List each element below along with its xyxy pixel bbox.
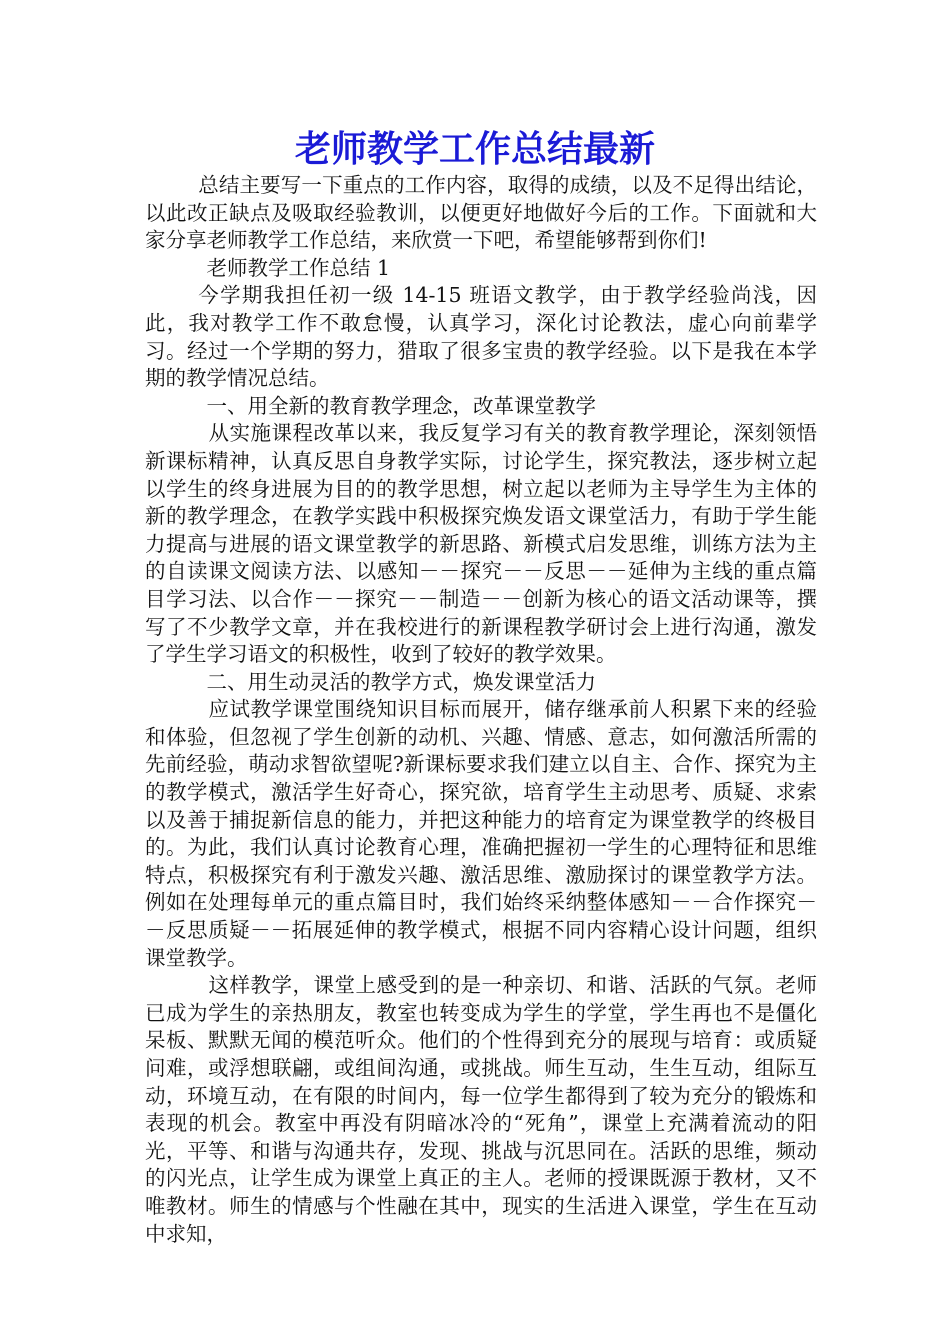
paragraph-2: 从实施课程改革以来，我反复学习有关的教育教学理论，深刻领悟新课标精神，认真反思自身教学实际，讨论学生，探究教法，逐步树立起以学生的终身进展为目的的教学思想，树立起以老师为主导学生为主体的新的教学理念，在教学实践中积极探究焕发语文课堂活力，有助于学生能力提高与进展的语文课堂教学的新思路、新模式启发思维，训练方法为主的自读课文阅读方法、以感知－－探究－－反思－－延伸为主线的重点篇目学习法、以合作－－探究－－制造－－创新为核心的语文活动课等，撰写了不少教学文章，并在我校进行的新课程教学研讨会上进行沟通，激发了学生学习语文的积极性，收到了较好的教学效果。 (145, 421, 817, 667)
document-title: 老师教学工作总结最新 (294, 129, 655, 170)
paragraph-1: 今学期我担任初一级 14-15 班语文教学，由于教学经验尚浅，因此，我对教学工作不敢怠慢，认真学习，深化讨论教法，虚心向前辈学习。经过一个学期的努力，猎取了很多宝贵的教学经验。以下是我在本学期的教学情况总结。 (145, 283, 817, 391)
paragraph-4: 这样教学，课堂上感受到的是一种亲切、和谐、活跃的气氛。老师已成为学生的亲热朋友，教室也转变成为学生的学堂，学生再也不是僵化呆板、默默无闻的模范听众。他们的个性得到充分的展现与培育：或质疑问难，或浮想联翩，或组间沟通，或挑战。师生互动，生生互动，组际互动，环境互动，在有限的时间内，每一位学生都得到了较为充分的锻炼和表现的机会。教室中再没有阴暗冰冷的“死角”，课堂上充满着流动的阳光，平等、和谐与沟通共存，发现、挑战与沉思同在。活跃的思维，频动的闪光点，让学生成为课堂上真正的主人。老师的授课既源于教材，又不唯教材。师生的情感与个性融在其中，现实的生活进入课堂，学生在互动中求知， (145, 973, 817, 1246)
section-title: 老师教学工作总结 1 (206, 255, 391, 280)
intro-paragraph: 总结主要写一下重点的工作内容，取得的成绩，以及不足得出结论，以此改正缺点及吸取经验教训，以便更好地做好今后的工作。下面就和大家分享老师教学工作总结，来欣赏一下吧，希望能够帮到你们! (145, 173, 817, 253)
document-body (145, 172, 817, 1248)
heading-2: 二、用生动灵活的教学方式，焕发课堂活力 (206, 669, 596, 694)
paragraph-3: 应试教学课堂围绕知识目标而展开，储存继承前人积累下来的经验和体验，但忽视了学生创新的动机、兴趣、情感、意志，如何激活所需的先前经验，萌动求智欲望呢?新课标要求我们建立以自主、合作、探究为主的教学模式，激活学生好奇心，探究欲，培育学生主动思考、质疑、求索以及善于捕捉新信息的能力，并把这种能力的培育定为课堂教学的终极目的。为此，我们认真讨论教育心理，准确把握初一学生的心理特征和思维特点，积极探究有利于激发兴趣、激活思维、激励探讨的课堂教学方法。例如在处理每单元的重点篇目时，我们始终采纳整体感知－－合作探究－－反思质疑－－拓展延伸的教学模式，根据不同内容精心设计问题，组织课堂教学。 (145, 697, 817, 970)
heading-1: 一、用全新的教育教学理念，改革课堂教学 (206, 393, 596, 418)
